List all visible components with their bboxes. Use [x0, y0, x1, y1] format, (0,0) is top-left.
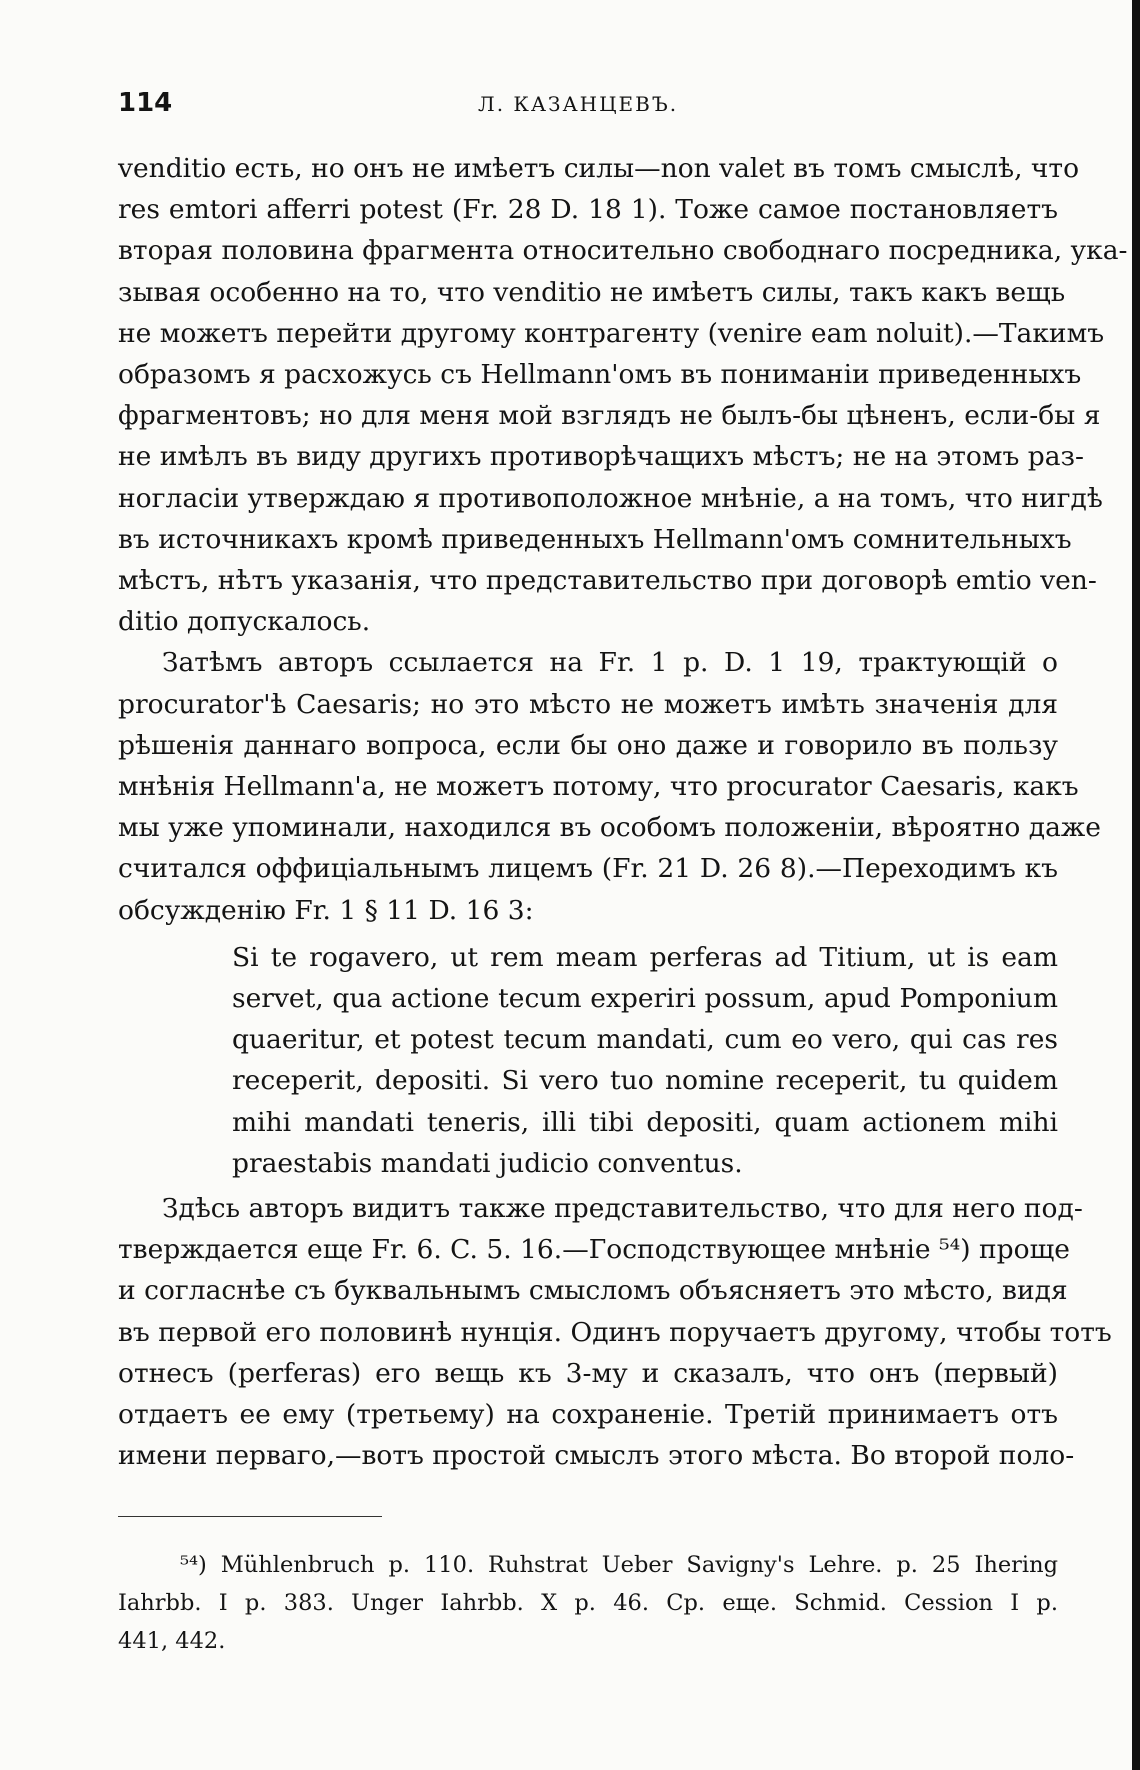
quote-line: praestabis mandati judicio conventus.	[232, 1147, 743, 1179]
footnote-line: 441, 442.	[118, 1628, 226, 1654]
quote-line: Si te rogavero, ut rem meam perferas ad Titium, ut is eam	[232, 941, 1058, 973]
latin-quotation	[232, 937, 1058, 1184]
text-line: въ источникахъ кромѣ приведенныхъ Hellmann'омъ сомнительныхъ	[118, 523, 1072, 555]
text-line: рѣшенія даннаго вопроса, если бы оно даже и говорило въ пользу	[118, 729, 1058, 761]
text-line: мѣстъ, нѣтъ указанія, что представительство при договорѣ emtio ven-	[118, 565, 1097, 597]
text-line: тверждается еще Fr. 6. C. 5. 16.—Господствующее мнѣніе ⁵⁴) проще	[118, 1234, 1070, 1266]
text-line: venditio есть, но онъ не имѣетъ силы—non valet въ томъ смыслѣ, что	[118, 153, 1080, 184]
text-line: обсужденію Fr. 1 § 11 D. 16 3:	[118, 894, 534, 926]
quote-line: receperit, depositi. Si vero tuo nomine receperit, tu quidem	[232, 1065, 1058, 1097]
footnote-line: ⁵⁴) Mühlenbruch p. 110. Ruhstrat Ueber Savigny's Lehre. p. 25 Ihering	[180, 1552, 1058, 1578]
text-line: образомъ я расхожусь съ Hellmann'омъ въ пониманіи приведенныхъ	[118, 359, 1082, 391]
footnote-divider	[118, 1516, 382, 1517]
page-number: 114	[118, 88, 173, 118]
page-header	[118, 88, 1058, 128]
quote-line: servet, qua actione tecum experiri possum, apud Pomponium	[232, 983, 1058, 1015]
text-line: фрагментовъ; но для меня мой взглядъ не былъ-бы цѣненъ, если-бы я	[118, 400, 1101, 432]
quote-line: quaeritur, et potest tecum mandati, cum eo vero, qui cas res	[232, 1024, 1058, 1056]
footnote	[118, 1546, 1058, 1660]
text-line: Здѣсь авторъ видитъ также представительство, что для него под-	[162, 1193, 1083, 1225]
text-line: мнѣнія Hellmann'a, не можетъ потому, что procurator Caesaris, какъ	[118, 771, 1079, 803]
text-line: вторая половина фрагмента относительно свободнаго посредника, ука-	[118, 235, 1128, 267]
footnote-line: Iahrbb. I p. 383. Unger Iahrbb. X p. 46. Ср. еще. Schmid. Cessiоn I p.	[118, 1590, 1058, 1616]
paragraph-3	[118, 1188, 1112, 1476]
paragraph-1	[118, 148, 1128, 642]
text-line: procurator'ѣ Caesaris; но это мѣсто не можетъ имѣть значенія для	[118, 688, 1058, 720]
text-line: имени перваго,—вотъ простой смыслъ этого мѣста. Во второй поло-	[118, 1440, 1075, 1472]
text-line: отнесъ (perferas) его вещь къ 3-му и сказалъ, что онъ (первый)	[118, 1357, 1058, 1389]
text-line: res emtori afferri potest (Fr. 28 D. 18 1). Тоже самое постановляетъ	[118, 194, 1058, 226]
text-line: ditio допускалось.	[118, 606, 371, 638]
text-line: ногласіи утверждаю я противоположное мнѣніе, а на томъ, что нигдѣ	[118, 482, 1103, 514]
paragraph-2	[118, 642, 1101, 930]
page-edge-border	[1132, 0, 1140, 1770]
text-line: отдаетъ ее ему (третьему) на сохраненіе. Третій принимаетъ отъ	[118, 1399, 1058, 1431]
text-line: въ первой его половинѣ нунція. Одинъ поручаетъ другому, чтобы тотъ	[118, 1316, 1112, 1348]
text-line: считался оффиціальнымъ лицемъ (Fr. 21 D. 26 8).—Переходимъ къ	[118, 853, 1058, 885]
text-line: мы уже упоминали, находился въ особомъ положеніи, вѣроятно даже	[118, 812, 1101, 844]
quote-line: mihi mandati teneris, illi tibi depositi, quam actionem mihi	[232, 1106, 1058, 1138]
text-line: и согласнѣе съ буквальнымъ смысломъ объясняетъ это мѣсто, видя	[118, 1275, 1068, 1307]
text-line: зывая особенно на то, что venditio не имѣетъ силы, такъ какъ вещь	[118, 276, 1066, 308]
running-head: Л. КАЗАНЦЕВЪ.	[478, 92, 679, 116]
text-line: Затѣмъ авторъ ссылается на Fr. 1 p. D. 1 19, трактующій о	[162, 647, 1058, 679]
main-text	[118, 148, 1128, 1477]
text-line: не можетъ перейти другому контрагенту (venire eam noluit).—Такимъ	[118, 317, 1105, 349]
text-line: не имѣлъ въ виду другихъ противорѣчащихъ мѣстъ; не на этомъ раз-	[118, 441, 1084, 473]
